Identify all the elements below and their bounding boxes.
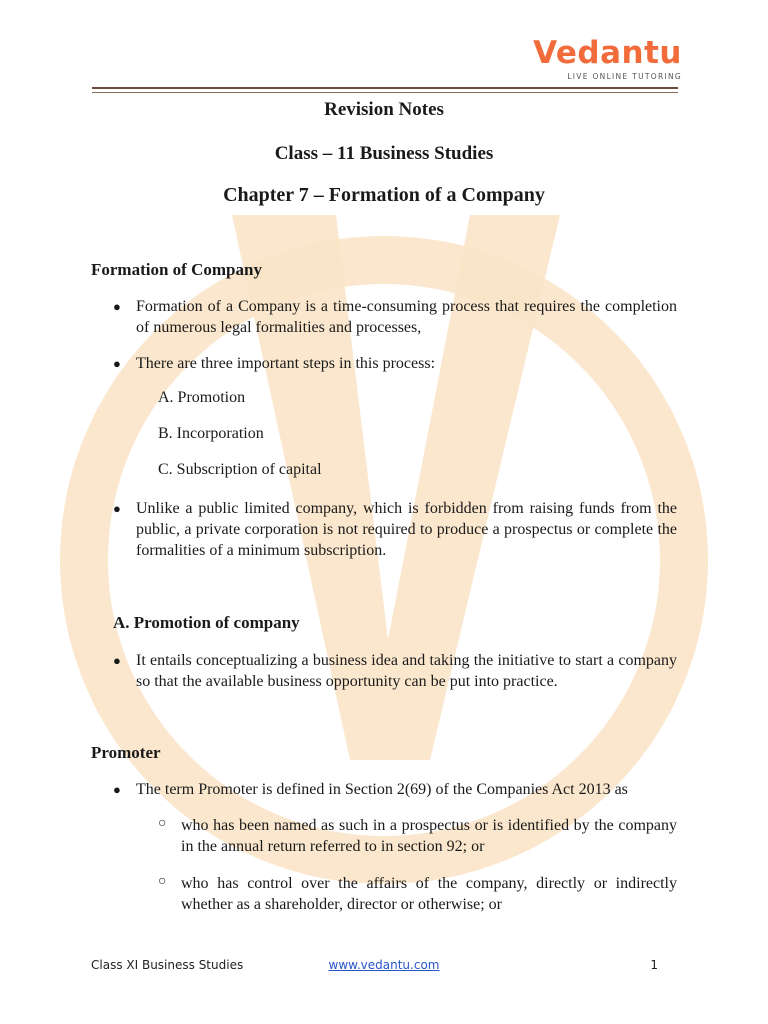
vedantu-logo: [533, 36, 682, 81]
revision-notes-title: Revision Notes: [324, 99, 444, 120]
formation-heading: Formation of Company: [91, 260, 262, 279]
bullet-icon: ●: [113, 653, 121, 668]
footer-link-text[interactable]: www.vedantu.com: [328, 958, 440, 972]
step-item: A. Promotion: [158, 389, 246, 406]
sub-bullet-icon: ○: [158, 874, 167, 889]
promoter-sub-2: who has control over the affairs of the company, directly or indirectly whether as a shareholder, director or otherwise; or: [181, 875, 677, 913]
footer-course-label: Class XI Business Studies: [91, 958, 244, 972]
formation-bullet-2: There are three important steps in this process:: [136, 355, 436, 372]
bullet-icon: ●: [113, 299, 121, 314]
sub-bullet-icon: ○: [158, 816, 167, 831]
bullet-icon: ●: [113, 356, 121, 371]
promoter-heading: Promoter: [91, 743, 161, 762]
bullet-icon: ●: [113, 782, 121, 797]
header-rule: [92, 87, 678, 89]
logo-wordmark: Vedantu: [533, 35, 682, 71]
logo-tagline: LIVE ONLINE TUTORING: [567, 72, 682, 81]
chapter-title: Chapter 7 – Formation of a Company: [223, 184, 545, 206]
step-item: B. Incorporation: [158, 425, 264, 442]
promotion-bullet-1: It entails conceptualizing a business idea and taking the initiative to start a company so that the available business opportunity can be put into practice.: [136, 652, 677, 690]
class-title: Class – 11 Business Studies: [274, 143, 494, 164]
promoter-bullet-1: The term Promoter is defined in Section 2(69) of the Companies Act 2013 as: [136, 781, 628, 798]
formation-bullet-1: Formation of a Company is a time-consuming process that requires the completion of numerous legal formalities and processes,: [136, 298, 677, 336]
promotion-heading: A. Promotion of company: [113, 613, 300, 632]
promoter-sub-1: who has been named as such in a prospectus or is identified by the company in the annual return referred to in section 92; or: [181, 817, 677, 855]
bullet-icon: ●: [113, 501, 121, 516]
header-rule-thin: [92, 92, 678, 93]
step-item: C. Subscription of capital: [158, 461, 322, 478]
page-number: 1: [650, 958, 658, 972]
formation-bullet-3: Unlike a public limited company, which is forbidden from raising funds from the public, a private corporation is not required to produce a prospectus or complete the formalities of a minimum subscription.: [136, 500, 677, 559]
